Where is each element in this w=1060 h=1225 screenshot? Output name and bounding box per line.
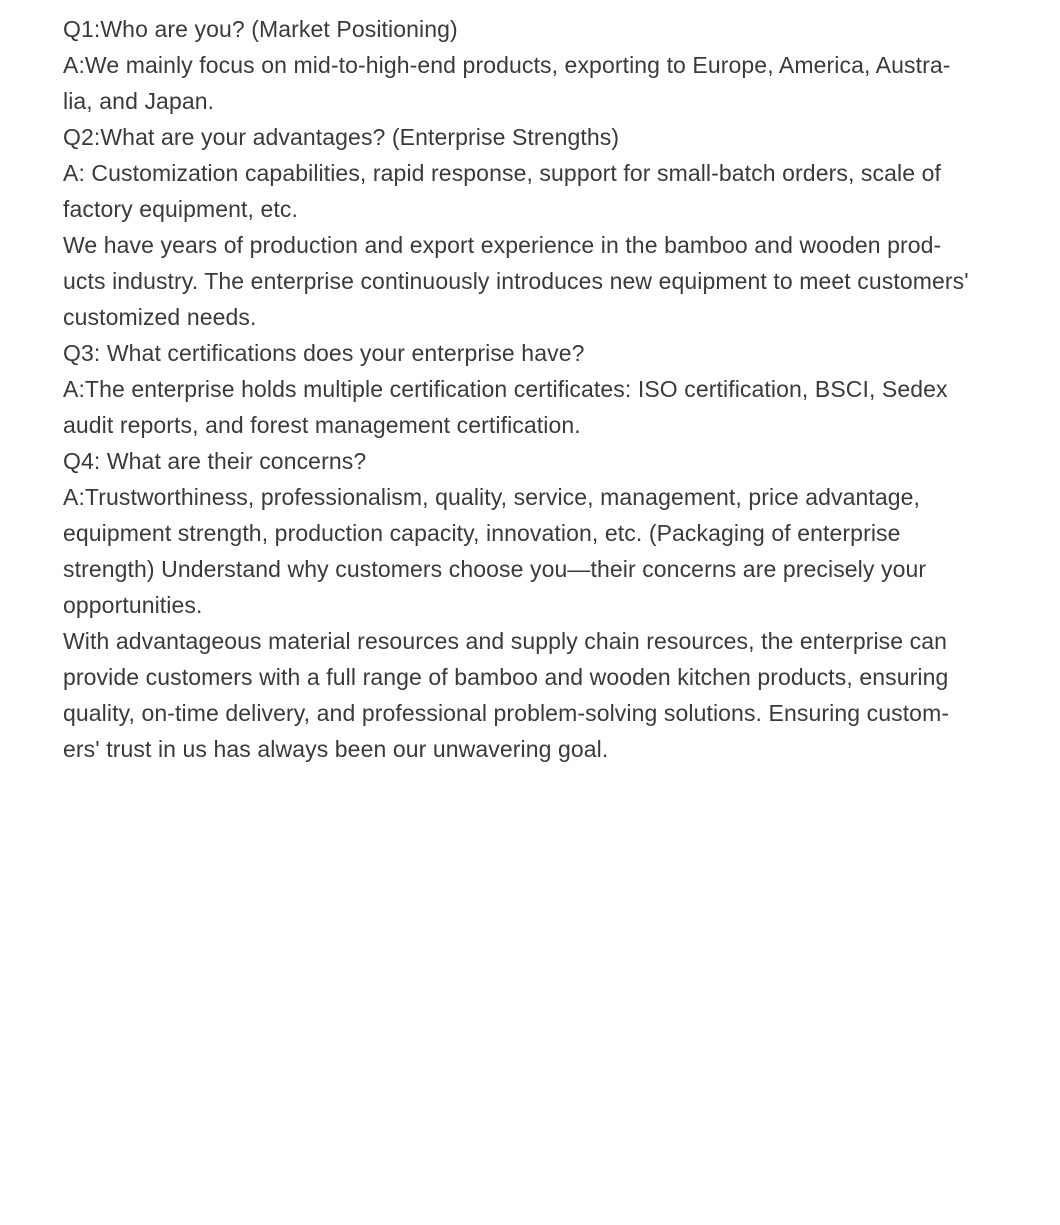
text-line: Q4: What are their concerns? (63, 448, 367, 474)
text-line: ers' trust in us has always been our unwavering goal. (63, 736, 609, 762)
text-line: Q1:Who are you? (Market Positioning) (63, 16, 458, 42)
text-line: audit reports, and forest management certification. (63, 412, 581, 438)
text-line: A:The enterprise holds multiple certification certificates: ISO certification, BSCI, Sedex (63, 376, 948, 402)
text-line: A: Customization capabilities, rapid response, support for small-batch orders, scale of (63, 160, 941, 186)
text-line: A:Trustworthiness, professionalism, quality, service, management, price advantage, (63, 484, 921, 510)
text-line: A:We mainly focus on mid-to-high-end products, exporting to Europe, America, Austra- (63, 52, 951, 78)
text-line: provide customers with a full range of bamboo and wooden kitchen products, ensuring (63, 664, 949, 690)
text-line: equipment strength, production capacity, innovation, etc. (Packaging of enterprise (63, 520, 901, 546)
text-line: factory equipment, etc. (63, 196, 298, 222)
text-line: With advantageous material resources and supply chain resources, the enterprise can (63, 628, 948, 654)
text-line: quality, on-time delivery, and professional problem-solving solutions. Ensuring custom- (63, 700, 950, 726)
text-line: customized needs. (63, 304, 257, 330)
text-line: opportunities. (63, 592, 203, 618)
text-line: Q3: What certifications does your enterprise have? (63, 340, 585, 366)
text-line: strength) Understand why customers choose you—their concerns are precisely your (63, 556, 927, 582)
faq-text-block (63, 11, 1023, 767)
text-line: We have years of production and export experience in the bamboo and wooden prod- (63, 232, 942, 258)
text-line: Q2:What are your advantages? (Enterprise Strengths) (63, 124, 620, 150)
text-line: ucts industry. The enterprise continuously introduces new equipment to meet customers' (63, 268, 969, 294)
text-line: lia, and Japan. (63, 88, 215, 114)
